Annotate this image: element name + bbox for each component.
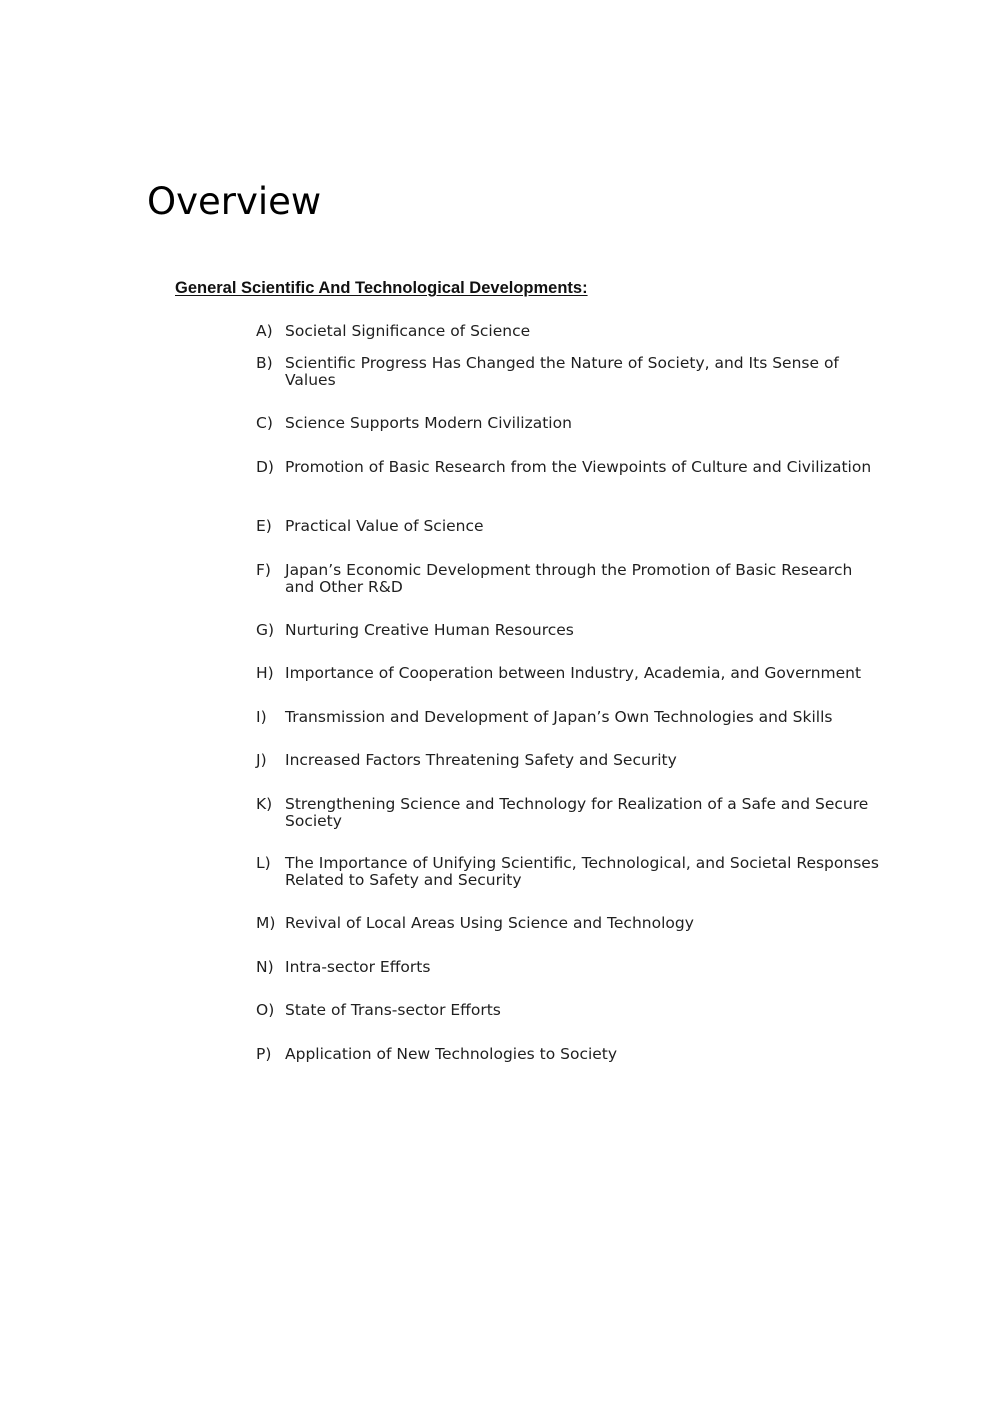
list-item-text: Intra-sector Efforts — [285, 958, 431, 976]
list-item-marker: N) — [256, 958, 274, 976]
list-item-text: Practical Value of Science — [285, 517, 484, 535]
section-heading: General Scientific And Technological Developments: — [175, 279, 588, 297]
list-item — [256, 622, 896, 639]
list-item-text: Strengthening Science and Technology for Realization of a Safe and Secure Society — [285, 795, 869, 830]
list-item-marker: K) — [256, 795, 273, 813]
list-item-text: Scientific Progress Has Changed the Nature of Society, and Its Sense of Values — [285, 354, 839, 389]
list-item-text: Importance of Cooperation between Industry, Academia, and Government — [285, 664, 862, 682]
list-item-text: Japan’s Economic Development through the Promotion of Basic Research and Other R&D — [285, 561, 853, 596]
list-item-text: Transmission and Development of Japan’s Own Technologies and Skills — [285, 708, 833, 726]
list-item-text: Nurturing Creative Human Resources — [285, 621, 574, 639]
list-item — [256, 459, 896, 476]
list-item-text: Application of New Technologies to Society — [285, 1045, 618, 1063]
list-item — [256, 796, 896, 830]
list-item-marker: O) — [256, 1001, 275, 1019]
list-item-marker: C) — [256, 414, 273, 432]
list-item — [256, 518, 896, 535]
list-item-marker: M) — [256, 914, 276, 932]
list-item — [256, 1002, 896, 1019]
list-item — [256, 855, 896, 889]
list-item-marker: J) — [256, 751, 267, 769]
list-item-marker: P) — [256, 1045, 272, 1063]
list-item-marker: H) — [256, 664, 274, 682]
list-item — [256, 665, 896, 682]
list-item-text: Societal Significance of Science — [285, 322, 531, 340]
list-item-marker: I) — [256, 708, 267, 726]
list-item — [256, 415, 896, 432]
list-item — [256, 1046, 896, 1063]
list-item — [256, 562, 896, 596]
list-item — [256, 959, 896, 976]
list-item-text: The Importance of Unifying Scientific, Technological, and Societal Responses Related to Safety and Security — [285, 854, 879, 889]
list-item-marker: G) — [256, 621, 275, 639]
list-item — [256, 915, 896, 932]
list-item-text: Promotion of Basic Research from the Viewpoints of Culture and Civilization — [285, 458, 872, 476]
list-item-marker: L) — [256, 854, 271, 872]
list-item-marker: D) — [256, 458, 274, 476]
list-item-marker: B) — [256, 354, 273, 372]
list-item-text: Increased Factors Threatening Safety and Security — [285, 751, 677, 769]
list-item — [256, 752, 896, 769]
list-item-marker: F) — [256, 561, 271, 579]
list-item — [256, 709, 896, 726]
page-title: Overview — [147, 180, 322, 223]
list-item-marker: E) — [256, 517, 272, 535]
list-item-text: Science Supports Modern Civilization — [285, 414, 572, 432]
list-item-text: State of Trans-sector Efforts — [285, 1001, 501, 1019]
list-item-text: Revival of Local Areas Using Science and Technology — [285, 914, 694, 932]
list-item — [256, 323, 896, 340]
list-item — [256, 355, 896, 389]
list-item-marker: A) — [256, 322, 273, 340]
